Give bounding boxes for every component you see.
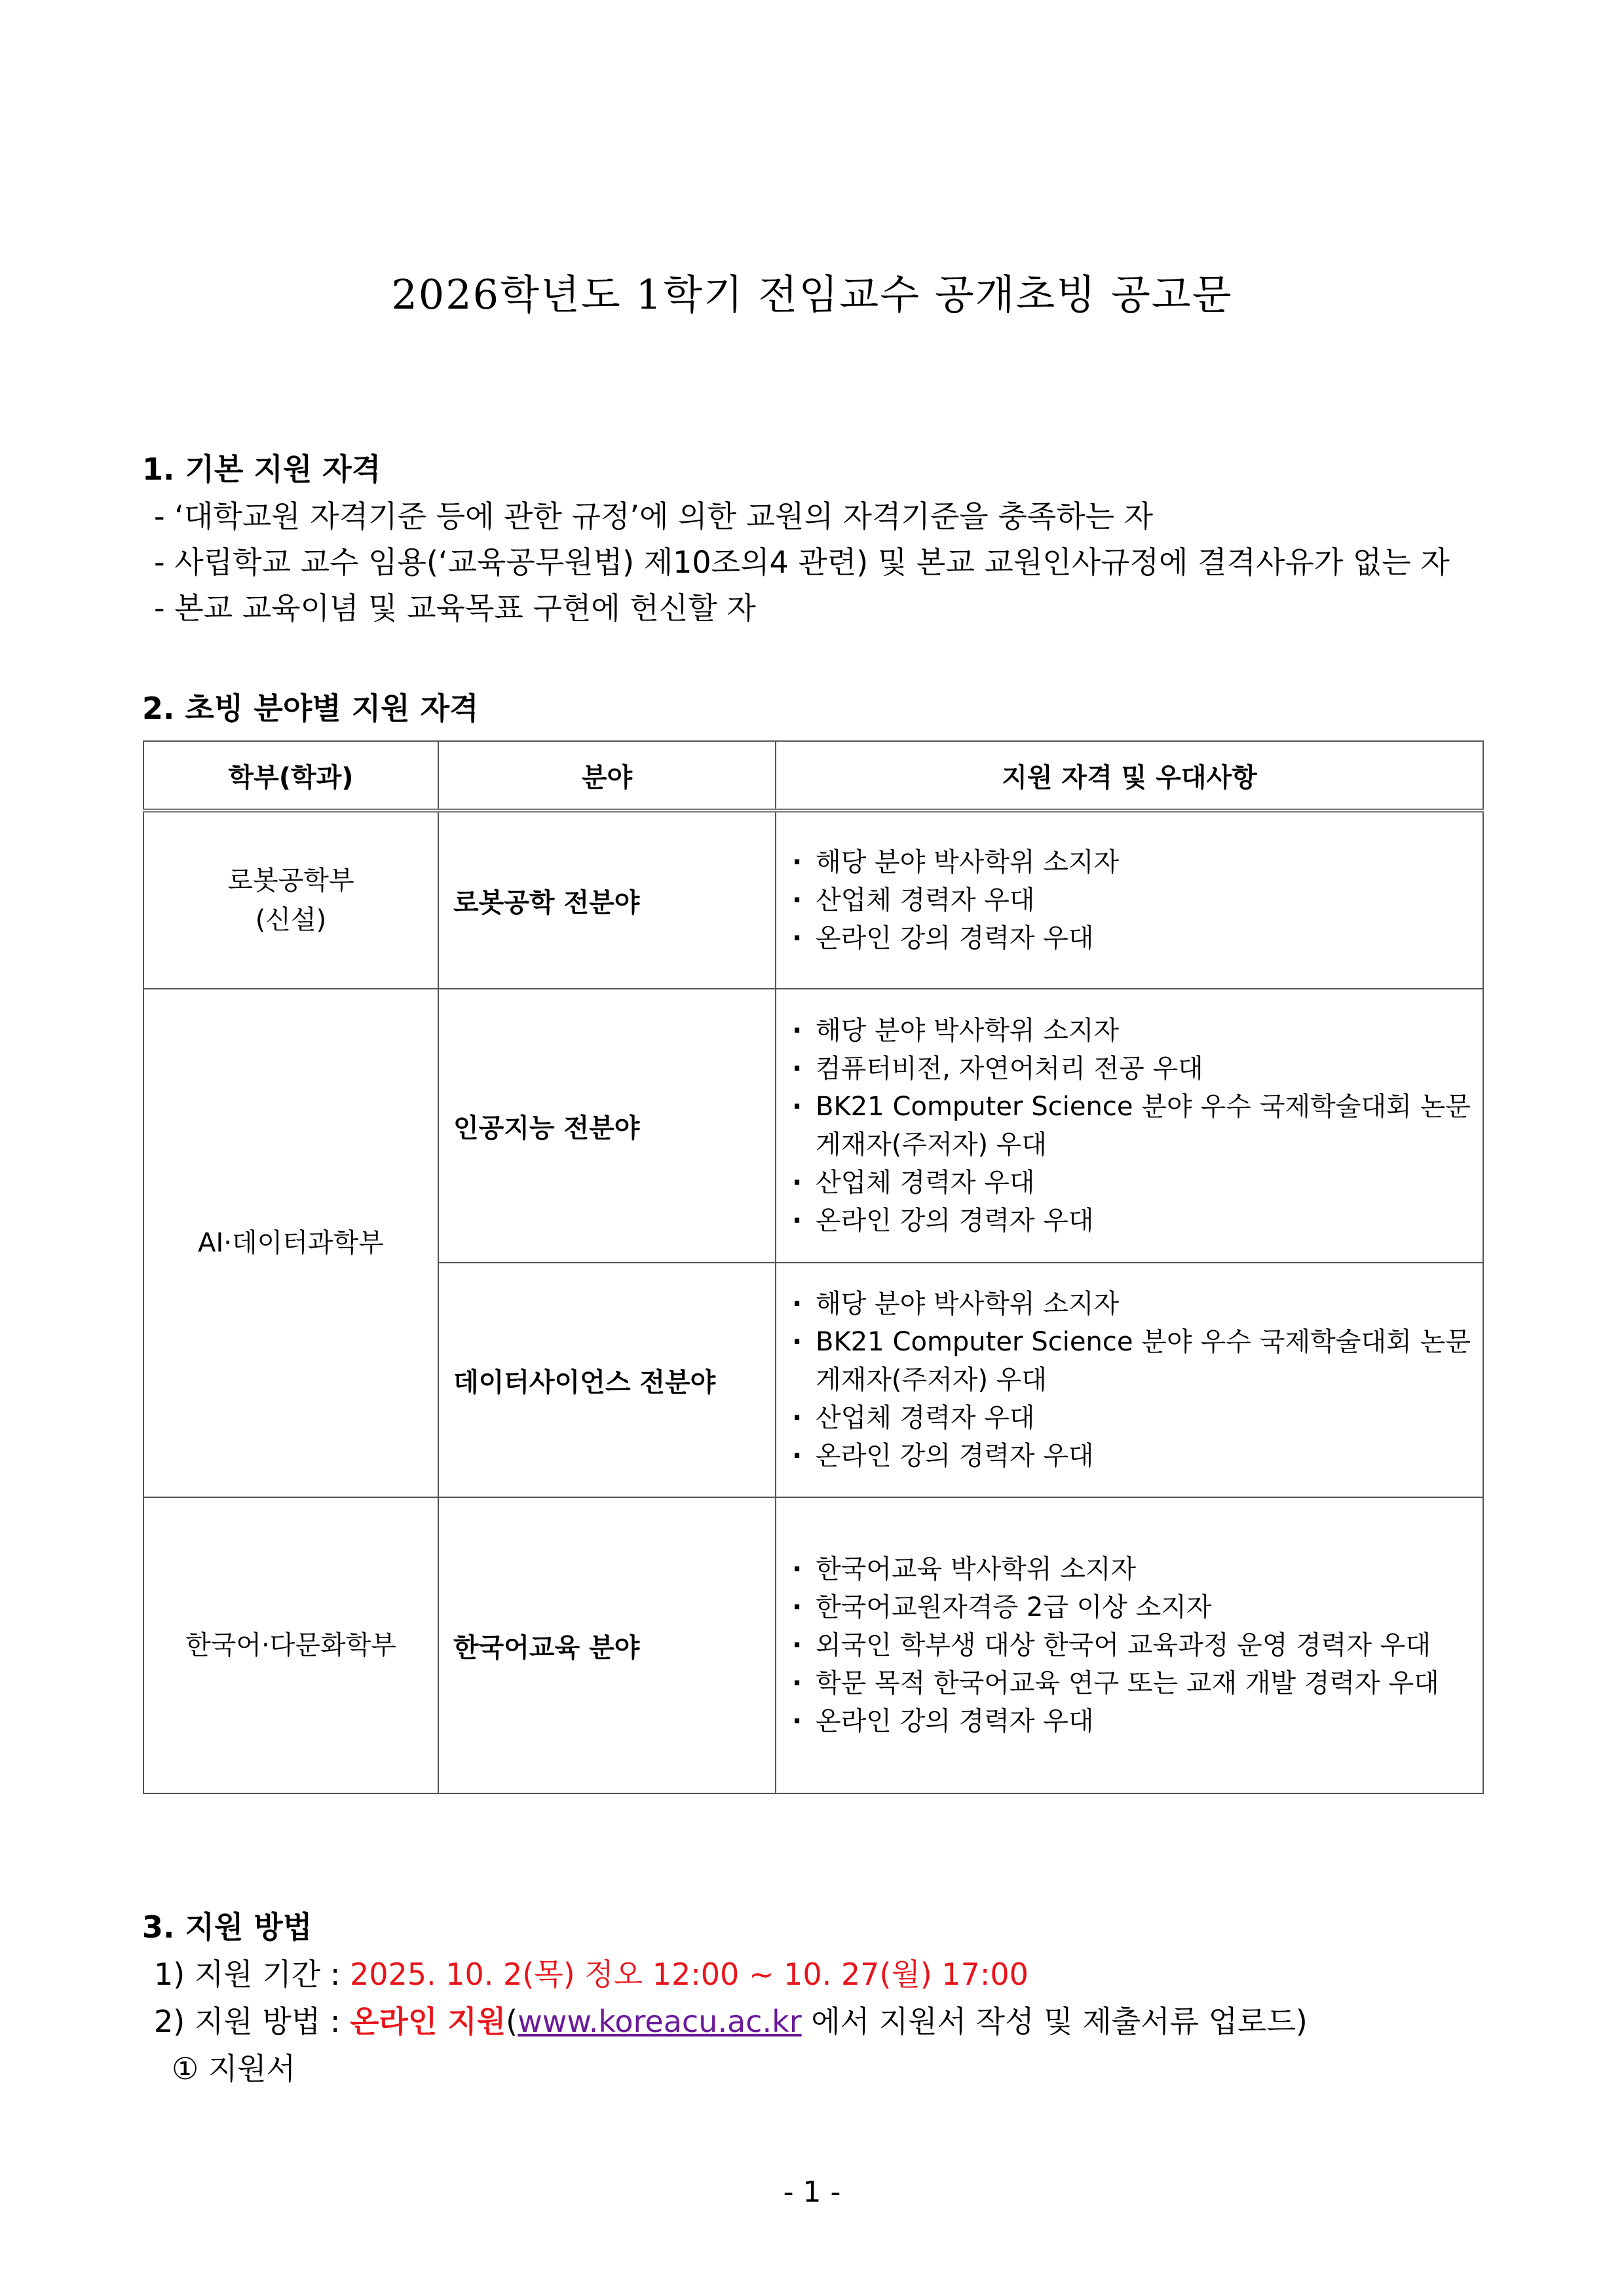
qualifications-cell <box>776 811 1483 989</box>
application-method-label: 2) 지원 방법 : <box>154 2004 350 2039</box>
field-cell: 한국어교육 분야 <box>438 1497 776 1793</box>
basic-qualification-2: - 사립학교 교수 임용(‘교육공무원법) 제10조의4 관련) 및 본교 교원인사규정에 결격사유가 없는 자 <box>154 545 1450 580</box>
department-cell: AI·데이터과학부 <box>143 989 438 1497</box>
page-number: - 1 - <box>783 2175 841 2209</box>
qualification-item: · 한국어교원자격증 2급 이상 소지자 <box>788 1588 1471 1626</box>
qualification-item: · 온라인 강의 경력자 우대 <box>788 919 1471 957</box>
qualification-item: · 산업체 경력자 우대 <box>788 881 1471 919</box>
column-header-field: 분야 <box>438 741 776 811</box>
section-1-heading: 1. 기본 지원 자격 <box>142 451 381 487</box>
qualification-item: · 외국인 학부생 대상 한국어 교육과정 운영 경력자 우대 <box>788 1626 1471 1664</box>
qualification-item: · 산업체 경력자 우대 <box>788 1399 1471 1437</box>
qualification-item: · 온라인 강의 경력자 우대 <box>788 1437 1471 1475</box>
department-name: 로봇공학부 <box>227 866 354 896</box>
qualification-item: · 온라인 강의 경력자 우대 <box>788 1202 1471 1240</box>
qualification-item: · 해당 분야 박사학위 소지자 <box>788 843 1471 881</box>
basic-qualification-1: - ‘대학교원 자격기준 등에 관한 규정’에 의한 교원의 자격기준을 충족하는 자 <box>154 499 1154 534</box>
page-title: 2026학년도 1학기 전임교수 공개초빙 공고문 <box>391 271 1233 318</box>
qualification-item: · 한국어교육 박사학위 소지자 <box>788 1550 1471 1588</box>
field-cell: 로봇공학 전분야 <box>438 811 776 989</box>
website-link[interactable]: www.koreacu.ac.kr <box>518 2004 802 2039</box>
qualification-item: · BK21 Computer Science 분야 우수 국제학술대회 논문 게재자(주저자) 우대 <box>788 1088 1471 1164</box>
qualification-item: · 산업체 경력자 우대 <box>788 1164 1471 1202</box>
table-row <box>143 811 1483 989</box>
qualifications-cell <box>776 989 1483 1263</box>
qualification-item: · 해당 분야 박사학위 소지자 <box>788 1012 1471 1050</box>
application-period-value: 2025. 10. 2(목) 정오 12:00 ~ 10. 27(월) 17:00 <box>349 1957 1029 1992</box>
application-period <box>154 1951 1029 1994</box>
qualification-item: · 해당 분야 박사학위 소지자 <box>788 1285 1471 1323</box>
qualification-item: · 학문 목적 한국어교육 연구 또는 교재 개발 경력자 우대 <box>788 1664 1471 1702</box>
section-2-heading: 2. 초빙 분야별 지원 자격 <box>142 691 479 726</box>
application-method-rest: 에서 지원서 작성 및 제출서류 업로드) <box>801 2004 1308 2039</box>
table-row <box>143 989 1483 1263</box>
column-header-department: 학부(학과) <box>143 741 438 811</box>
qualification-item: · 온라인 강의 경력자 우대 <box>788 1702 1471 1740</box>
qualifications-cell <box>776 1263 1483 1497</box>
column-header-qualifications: 지원 자격 및 우대사항 <box>776 741 1483 811</box>
field-cell: 데이터사이언스 전분야 <box>438 1263 776 1497</box>
department-note: (신설) <box>255 905 327 935</box>
table-row <box>143 1497 1483 1793</box>
application-form-item: ① 지원서 <box>172 2051 296 2086</box>
application-method-open: ( <box>506 2004 518 2039</box>
qualification-item: · BK21 Computer Science 분야 우수 국제학술대회 논문 게재자(주저자) 우대 <box>788 1323 1471 1399</box>
department-cell <box>143 811 438 989</box>
recruitment-table <box>143 740 1484 1794</box>
table-header-row <box>143 741 1483 811</box>
field-cell: 인공지능 전분야 <box>438 989 776 1263</box>
basic-qualification-3: - 본교 교육이념 및 교육목표 구현에 헌신할 자 <box>154 590 756 626</box>
application-method <box>154 1998 1308 2041</box>
application-period-label: 1) 지원 기간 : <box>154 1957 350 1992</box>
section-3-heading: 3. 지원 방법 <box>142 1909 312 1945</box>
department-cell: 한국어·다문화학부 <box>143 1497 438 1793</box>
application-method-value: 온라인 지원 <box>349 2004 506 2039</box>
qualification-item: · 컴퓨터비전, 자연어처리 전공 우대 <box>788 1050 1471 1088</box>
qualifications-cell <box>776 1497 1483 1793</box>
